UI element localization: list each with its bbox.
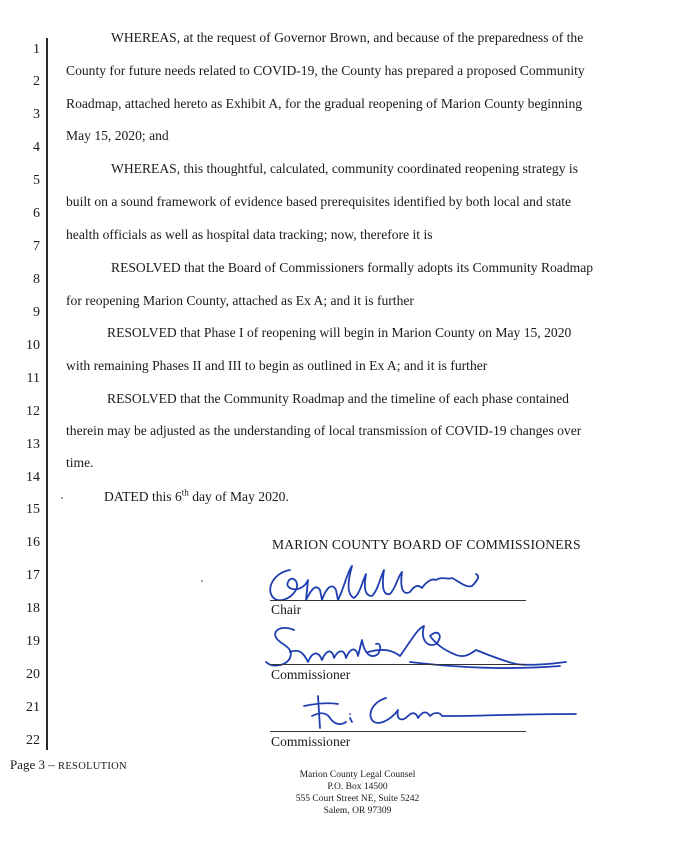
line-number: 12 xyxy=(26,404,40,419)
body-line: for reopening Marion County, attached as Ex A; and it is further xyxy=(66,293,414,308)
board-title: MARION COUNTY BOARD OF COMMISSIONERS xyxy=(272,537,581,552)
commissioner-2-signature-line xyxy=(270,731,526,732)
scan-speck xyxy=(201,580,203,582)
line-number: 19 xyxy=(26,634,40,649)
chair-label: Chair xyxy=(271,602,302,617)
body-line: WHEREAS, this thoughtful, calculated, community coordinated reopening strategy is xyxy=(111,161,578,176)
body-line: with remaining Phases II and III to begin as outlined in Ex A; and it is further xyxy=(66,358,488,373)
line-number: 18 xyxy=(26,601,40,616)
line-number: 20 xyxy=(26,667,40,682)
body-line: time. xyxy=(66,455,94,470)
chair-signature-line xyxy=(270,600,526,601)
dated-line xyxy=(104,489,289,505)
body-line: health officials as well as hospital data tracking; now, therefore it is xyxy=(66,227,433,242)
line-number: 9 xyxy=(33,305,40,320)
body-line: therein may be adjusted as the understanding of local transmission of COVID-19 changes over xyxy=(66,423,582,438)
commissioner-1-signature-line xyxy=(270,664,526,665)
line-number: 6 xyxy=(33,206,40,221)
page-footer xyxy=(10,757,127,773)
line-number: 13 xyxy=(26,437,40,452)
line-number: 21 xyxy=(26,700,40,715)
body-line: WHEREAS, at the request of Governor Brown, and because of the preparedness of the xyxy=(111,30,584,45)
line-number: 11 xyxy=(26,371,40,386)
body-line: RESOLVED that the Community Roadmap and the timeline of each phase contained xyxy=(107,391,569,406)
line-number: 5 xyxy=(33,173,40,188)
commissioner-2-label: Commissioner xyxy=(271,734,351,749)
body-line: Roadmap, attached hereto as Exhibit A, for the gradual reopening of Marion County beginning xyxy=(66,96,583,111)
line-number: 22 xyxy=(26,733,40,748)
line-number: 17 xyxy=(26,568,40,583)
line-number: 3 xyxy=(33,107,40,122)
legal-counsel-address xyxy=(250,769,465,817)
dated-rest: day of May 2020. xyxy=(188,489,289,504)
line-number: 7 xyxy=(33,239,40,254)
body-line: RESOLVED that Phase I of reopening will begin in Marion County on May 15, 2020 xyxy=(107,325,572,340)
body-line: County for future needs related to COVID-19, the County has prepared a proposed Community xyxy=(66,63,585,78)
page-number: Page 3 – xyxy=(10,757,59,772)
line-number: 14 xyxy=(26,470,40,485)
line-number: 4 xyxy=(33,140,40,155)
commissioner-1-label: Commissioner xyxy=(271,667,351,682)
line-number: 1 xyxy=(33,42,40,57)
line-number: 15 xyxy=(26,502,40,517)
body-line: May 15, 2020; and xyxy=(66,128,169,143)
counsel-city: Salem, OR 97309 xyxy=(323,806,392,816)
line-number: 2 xyxy=(33,74,40,89)
counsel-name: Marion County Legal Counsel xyxy=(299,770,416,780)
counsel-pobox: P.O. Box 14500 xyxy=(327,782,388,792)
dated-prefix: DATED this 6 xyxy=(104,489,182,504)
line-number: 8 xyxy=(33,272,40,287)
dated-ordinal: th xyxy=(181,487,189,498)
counsel-street: 555 Court Street NE, Suite 5242 xyxy=(295,794,420,804)
margin-rule xyxy=(46,38,48,750)
line-number: 10 xyxy=(26,338,40,353)
document-type: RESOLUTION xyxy=(58,761,127,772)
body-line: built on a sound framework of evidence based prerequisites identified by both local and state xyxy=(66,194,572,209)
scan-speck xyxy=(61,497,63,499)
line-number: 16 xyxy=(26,535,40,550)
body-line: RESOLVED that the Board of Commissioners formally adopts its Community Roadmap xyxy=(111,260,594,275)
